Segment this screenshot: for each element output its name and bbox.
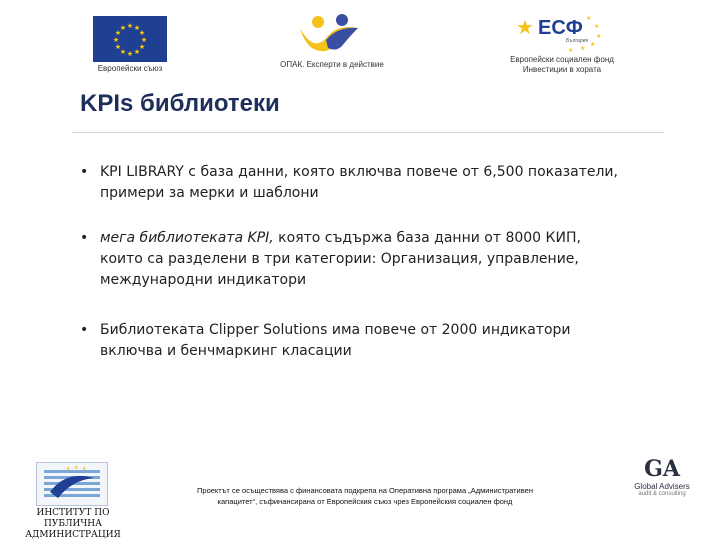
project-funding-note (150, 485, 580, 507)
svg-text:★: ★ (590, 41, 596, 48)
bullet-lead-italic: мега библиотеката KPI, (100, 230, 274, 246)
svg-text:★: ★ (586, 15, 592, 22)
svg-text:★: ★ (140, 36, 148, 44)
bullet-item (80, 228, 620, 291)
esf-brand: ЕСФ (538, 17, 583, 39)
bullet-list (80, 162, 620, 386)
svg-text:★: ★ (112, 36, 120, 44)
esf-caption-line1: Европейски социален фонд (510, 55, 614, 64)
esf-country: България (566, 38, 589, 44)
ga-tagline: audit & consulting (638, 491, 686, 497)
project-note-line1: Проектът се осъществява с финансовата подкрепа на Оперативна програма „Административен (197, 486, 533, 495)
svg-text:★: ★ (82, 466, 87, 472)
ga-mark: GA (644, 456, 680, 482)
svg-text:★: ★ (516, 15, 534, 39)
global-advisers-logo (628, 456, 696, 514)
svg-text:★: ★ (138, 29, 146, 37)
title-divider (72, 132, 664, 133)
bullet-text: Библиотеката Clipper Solutions има повече от 2000 индикатори включва и бенчмаркинг класации (100, 322, 571, 359)
esf-logo (512, 10, 608, 54)
svg-text:★: ★ (74, 465, 79, 471)
bullet-dot-icon: • (80, 322, 89, 338)
svg-text:★: ★ (596, 33, 602, 40)
svg-text:★: ★ (580, 45, 586, 52)
svg-text:★: ★ (133, 48, 141, 56)
svg-text:★: ★ (66, 466, 71, 472)
bullet-item (80, 162, 620, 204)
svg-text:★: ★ (568, 47, 574, 54)
svg-text:★: ★ (119, 48, 127, 56)
svg-text:★: ★ (133, 24, 141, 32)
slide-title: KPIs библиотеки (80, 90, 280, 117)
svg-text:★: ★ (126, 50, 134, 58)
project-note-line2: капацитет“, съфинансирана от Европейския съюз чрез Европейския социален фонд (217, 497, 513, 506)
esf-caption-line2: Инвестиции в хората (522, 65, 602, 74)
svg-text:★: ★ (119, 24, 127, 32)
bullet-dot-icon: • (80, 164, 89, 180)
eu-flag-logo (93, 16, 167, 62)
opak-logo (298, 14, 360, 54)
esf-caption (492, 55, 632, 75)
ipa-caption-line2: АДМИНИСТРАЦИЯ (25, 530, 121, 540)
ipa-caption-line1: ИНСТИТУТ ПО ПУБЛИЧНА (36, 508, 110, 529)
svg-text:★: ★ (126, 22, 134, 30)
ipa-caption (14, 508, 132, 541)
bullet-dot-icon: • (80, 230, 89, 246)
svg-text:★: ★ (594, 23, 600, 30)
bullet-text: която съдържа база данни от 8000 КИП, които са разделени в три категории: Организация, управление, международни индикатори (100, 230, 581, 288)
ga-name: Global Advisers (634, 482, 690, 491)
svg-text:★: ★ (138, 43, 146, 51)
svg-text:★: ★ (114, 43, 122, 51)
bullet-text: KPI LIBRARY с база данни, която включва повече от 6,500 показатели, примери за мерки и шаблони (100, 164, 618, 201)
svg-text:★: ★ (114, 29, 122, 37)
eu-caption: Европейски съюз (97, 64, 163, 73)
eu-stars-icon (93, 16, 167, 62)
opak-caption: ОПАК. Експерти в действие (280, 60, 384, 69)
bullet-item (80, 320, 620, 362)
ipa-logo (36, 462, 108, 506)
